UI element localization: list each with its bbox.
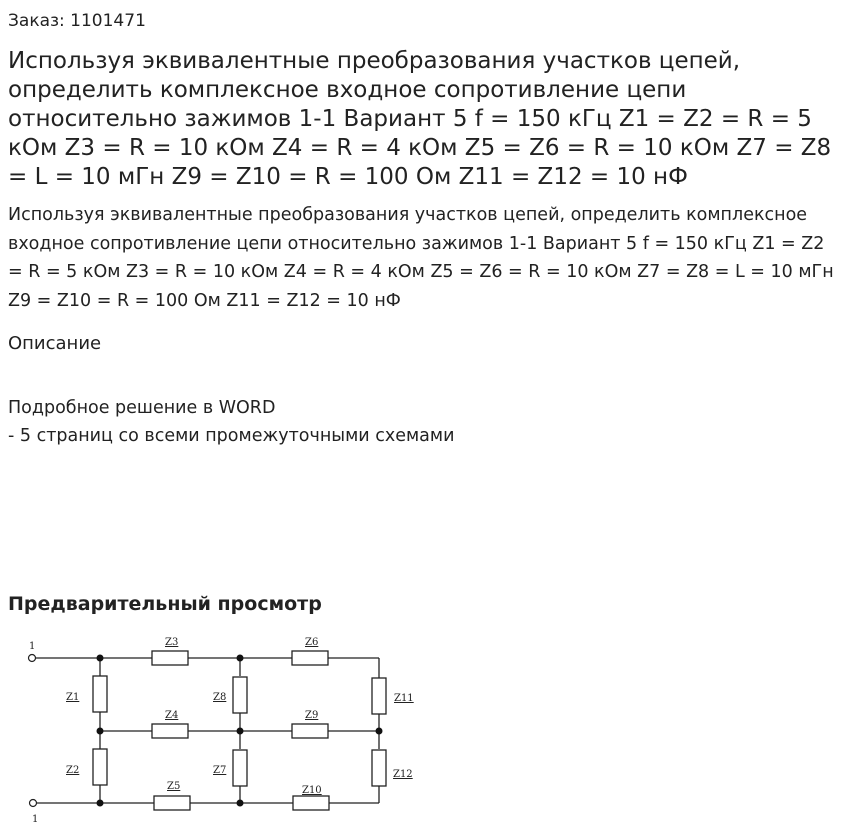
z2-resistor (93, 749, 107, 785)
terminal-top-label: 1 (29, 641, 36, 652)
terminal-bottom-label: 1 (32, 814, 39, 825)
z9-label: Z9 (305, 710, 319, 721)
junction-node (97, 800, 104, 807)
order-number: Заказ: 1101471 (8, 11, 146, 31)
z12-resistor (372, 750, 386, 786)
z2-label: Z2 (66, 765, 80, 776)
z1-resistor (93, 676, 107, 712)
z10-resistor (293, 796, 329, 810)
z3-label: Z3 (165, 637, 179, 648)
junction-node (237, 655, 244, 662)
z11-label: Z11 (394, 693, 414, 704)
z6-resistor (292, 651, 328, 665)
z1-label: Z1 (66, 692, 80, 703)
task-text: Используя эквивалентные преобразования участков цепей, определить комплексное входное сопротивление цепи относительно зажимов 1-1 Вариант 5 f = 150 кГц Z1 = Z2 = R = 5 кОм Z3 = R = 10 кОм Z4 = R = 4 кОм Z5 = Z6 = R = 10 кОм Z7 = Z8 = L = 10 мГн Z9 = Z10 = R = 100 Ом Z11 = Z12 = 10 нФ (8, 205, 834, 311)
z9-resistor (292, 724, 328, 738)
z6-label: Z6 (305, 637, 319, 648)
z8-label: Z8 (213, 692, 227, 703)
junction-node (237, 728, 244, 735)
z7-label: Z7 (213, 765, 227, 776)
terminal-top (29, 655, 36, 662)
terminal-bottom (30, 800, 37, 807)
description-body (8, 394, 454, 450)
preview-heading: Предварительный просмотр (8, 593, 322, 615)
page-title: Используя эквивалентные преобразования участков цепей, определить комплексное входное сопротивление цепи относительно зажимов 1-1 Вариант 5 f = 150 кГц Z1 = Z2 = R = 5 кОм Z3 = R = 10 кОм Z4 = R = 4 кОм Z5 = Z6 = R = 10 кОм Z7 = Z8 = L = 10 мГн Z9 = Z10 = R = 100 Ом Z11 = Z12 = 10 нФ (8, 48, 832, 190)
junction-node (237, 800, 244, 807)
z12-label: Z12 (393, 769, 413, 780)
description-line-2: - 5 страниц со всеми промежуточными схемами (8, 426, 455, 446)
z11-resistor (372, 678, 386, 714)
z3-resistor (152, 651, 188, 665)
z8-resistor (233, 677, 247, 713)
junction-node (97, 655, 104, 662)
z4-label: Z4 (165, 710, 179, 721)
z7-resistor (233, 750, 247, 786)
circuit-diagram (22, 630, 422, 830)
z4-resistor (152, 724, 188, 738)
description-line-1: Подробное решение в WORD (8, 398, 276, 418)
description-heading: Описание (8, 333, 102, 354)
z5-resistor (154, 796, 190, 810)
junction-node (376, 728, 383, 735)
z10-label: Z10 (302, 785, 322, 796)
junction-node (97, 728, 104, 735)
z5-label: Z5 (167, 781, 181, 792)
